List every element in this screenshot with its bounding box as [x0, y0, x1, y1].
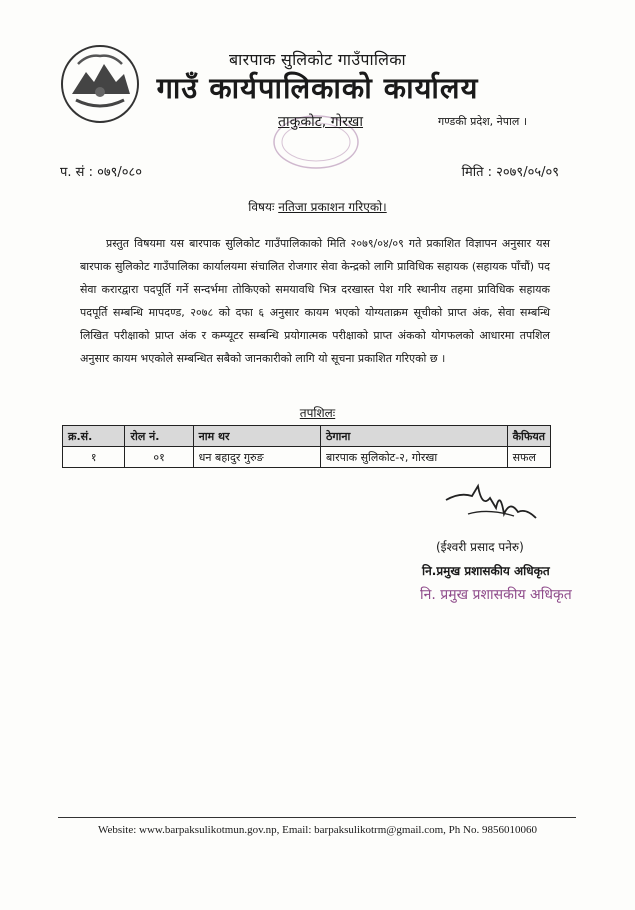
cell-roll: ०१	[125, 447, 193, 468]
signatory-title: नि.प्रमुख प्रशासकीय अधिकृत	[422, 564, 550, 578]
designation-stamp: नि. प्रमुख प्रशासकीय अधिकृत	[420, 587, 572, 603]
footer-divider	[58, 817, 576, 818]
signatory-name: (ईश्वरी प्रसाद पनेरु)	[436, 540, 524, 554]
letter-date: मिति : २०७९/०५/०९	[461, 165, 559, 180]
details-title: तपशिलः	[299, 406, 336, 420]
table-row	[63, 447, 551, 468]
office-title: गाउँ कार्यपालिकाको कार्यालय	[156, 71, 479, 105]
col-serial: क्र.सं.	[63, 426, 125, 447]
col-remarks: कैफियत	[507, 426, 550, 447]
col-address: ठेगाना	[320, 426, 507, 447]
footer-contact: Website: www.barpaksulikotmun.gov.np, Email: barpaksulikotrm@gmail.com, Ph No. 9856010060	[98, 824, 537, 836]
handwritten-signature	[438, 478, 548, 536]
letter-body: प्रस्तुत विषयमा यस बारपाक सुलिकोट गाउँपालिकाको मिति २०७९/०४/०९ गते प्रकाशित विज्ञापन अनुसार यस बारपाक सुलिकोट गाउँपालिका कार्यालयमा संचालित रोजगार सेवा केन्द्रको लागि प्राविधिक सहायक (सहायक पाँचौं) पद सेवा करारद्वारा पदपूर्ति गर्ने सन्दर्भमा तोकिएको समयावधि भित्र दरखास्त पेश गरि स्थानीय तहमा प्राविधिक सहायक पदपूर्ति सम्बन्धि मापदण्ड, २०७८ को दफा ६ अनुसार कायम भएको योग्यताक्रम सूचीको प्राप्त अंक, सेवा सम्बन्धि लिखित परीक्षाको प्राप्त अंक र कम्प्यूटर सम्बन्धि प्रयोगात्मक परीक्षाको प्राप्त अंकको योगफलको आधारमा तपशिल अनुसार कायम भएकोले सम्बन्धित सबैको जानकारीको लागि यो सूचना प्रकाशित गरिएको छ ।	[80, 237, 550, 365]
subject-text: नतिजा प्रकाशन गरिएको।	[278, 200, 387, 214]
col-name: नाम थर	[193, 426, 320, 447]
municipality-name: बारपाक सुलिकोट गाउँपालिका	[229, 50, 406, 69]
result-table	[62, 425, 551, 468]
cell-serial: १	[63, 447, 125, 468]
subject-label: विषयः	[248, 200, 275, 214]
reference-number: प. सं : ०७९/०८०	[60, 165, 143, 180]
table-header-row	[63, 426, 551, 447]
office-location: ताकुकोट, गोरखा	[278, 114, 364, 130]
province-address: गण्डकी प्रदेश, नेपाल ।	[438, 115, 527, 128]
cell-remarks: सफल	[507, 447, 550, 468]
subject-line	[0, 198, 635, 215]
col-roll: रोल नं.	[125, 426, 193, 447]
cell-name: धन बहादुर गुरुङ	[193, 447, 320, 468]
cell-address: बारपाक सुलिकोट-२, गोरखा	[320, 447, 507, 468]
